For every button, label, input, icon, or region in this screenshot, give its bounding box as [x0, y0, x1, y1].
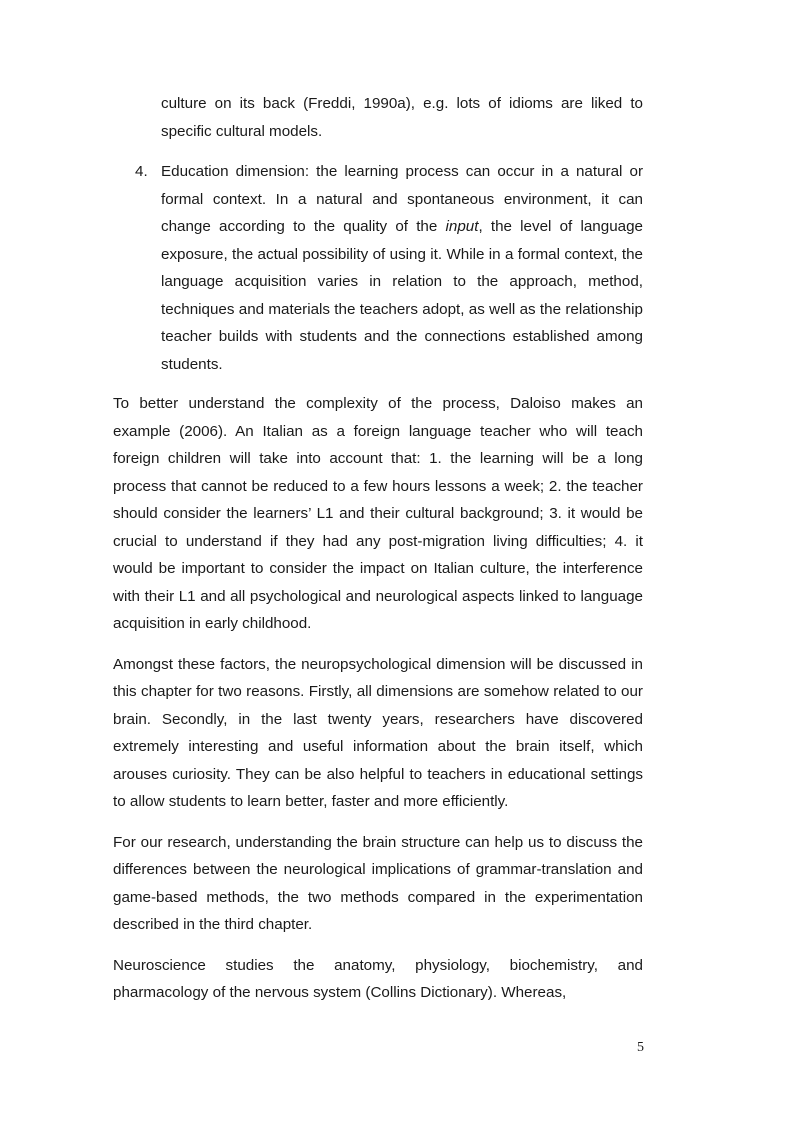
list-item-4-text-end: , the level of language exposure, the actual possibility of using it. While in a formal context, the language acquisition varies in relation to the approach, method, techniques and materials the teachers adopt, as well as the relationship teacher builds with students and the connections established among students.: [161, 218, 643, 373]
list-item-4-text-start: Education dimension: the learning process can occur in a natural or formal context. In a natural and spontaneous environment, it can change according to the quality of the: [161, 163, 643, 235]
document-page: [113, 90, 643, 1020]
list-item-3-text: culture on its back (Freddi, 1990a), e.g. lots of idioms are liked to specific cultural models.: [161, 95, 643, 140]
paragraph-daloiso-example: To better understand the complexity of the process, Daloiso makes an example (2006). An Italian as a foreign language teacher who will teach foreign children will take into account that: 1. the learning will be a long process that cannot be reduced to a few hours lessons a week; 2. the teacher should consider the learners’ L1 and their cultural background; 3. it would be crucial to understand if they had any post-migration living difficulties; 4. it would be important to consider the impact on Italian culture, the interference with their L1 and all psychological and neurological aspects linked to language acquisition in early childhood.: [113, 395, 643, 632]
paragraph-neuropsychological-dimension: Amongst these factors, the neuropsychological dimension will be discussed in this chapter for two reasons. Firstly, all dimensions are somehow related to our brain. Secondly, in the last twenty years, researchers have discovered extremely interesting and useful information about the brain itself, which arouses curiosity. They can be also helpful to teachers in educational settings to allow students to learn better, faster and more efficiently.: [113, 655, 643, 810]
list-item-4: [113, 158, 643, 378]
paragraph-brain-structure-research: For our research, understanding the brain structure can help us to discuss the differences between the neurological implications of grammar-translation and game-based methods, the two methods compared in the experimentation described in the third chapter.: [113, 833, 643, 933]
list-item-4-italic-term: input: [445, 218, 479, 235]
paragraph-neuroscience-definition: Neuroscience studies the anatomy, physiology, biochemistry, and pharmacology of the nervous system (Collins Dictionary). Whereas,: [113, 956, 643, 1001]
list-item-3-continuation: [113, 90, 643, 145]
page-number: 5: [637, 1040, 644, 1055]
numbered-list: [113, 90, 643, 378]
list-item-number: 4.: [135, 163, 148, 180]
